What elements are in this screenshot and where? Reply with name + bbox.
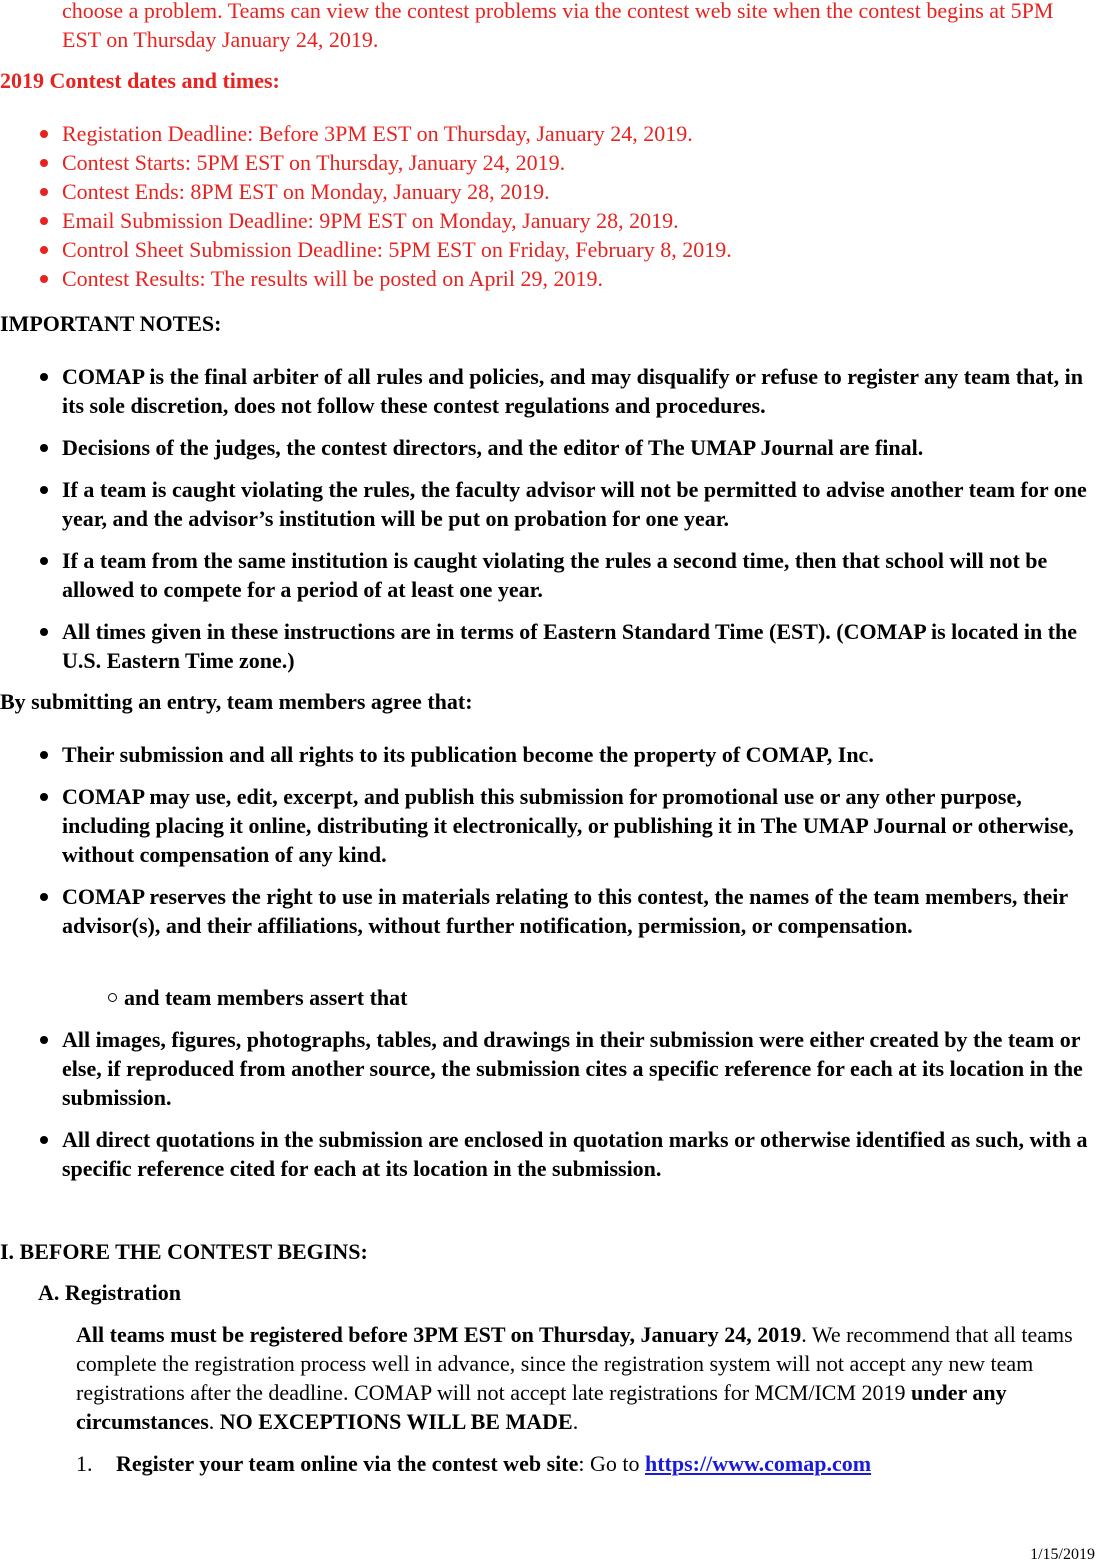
- assert-subitem: and team members assert that: [124, 983, 408, 1012]
- list-item: COMAP is the final arbiter of all rules and policies, and may disqualify or refuse to register any team that, in its sole discretion, does not follow these contest regulations and procedures.: [0, 362, 1100, 420]
- assert-list: [0, 1025, 1100, 1196]
- bullet-icon: [40, 628, 48, 636]
- list-item: If a team is caught violating the rules, the faculty advisor will not be permitted to advise another team for one year, and the advisor’s institution will be put on probation for one year.: [0, 475, 1100, 533]
- comap-link[interactable]: https://www.comap.com: [644, 1451, 872, 1476]
- agree-heading: By submitting an entry, team members agree that:: [0, 689, 473, 714]
- bullet-icon: [40, 751, 48, 759]
- bullet-icon: [40, 1036, 48, 1044]
- agree-list: [0, 740, 1100, 953]
- section-title: I. BEFORE THE CONTEST BEGINS:: [0, 1239, 368, 1264]
- registration-step-1: 1. Register your team online via the contest web site: Go to https://www.comap.com: [76, 1451, 872, 1476]
- list-item: COMAP may use, edit, excerpt, and publish this submission for promotional use or any other purpose, including placing it online, distributing it electronically, or publishing it in The UMAP Journal or otherwise, without compensation of any kind.: [0, 782, 1100, 869]
- bullet-icon: [40, 246, 48, 254]
- subsection-title: A. Registration: [38, 1280, 181, 1305]
- list-item: Decisions of the judges, the contest directors, and the editor of The UMAP Journal are final.: [0, 433, 1100, 462]
- bullet-icon: [40, 130, 48, 138]
- notes-list: [0, 362, 1100, 688]
- bullet-icon: [40, 188, 48, 196]
- bullet-icon: [40, 217, 48, 225]
- notes-heading: IMPORTANT NOTES:: [0, 311, 222, 336]
- intro-paragraph: choose a problem. Teams can view the contest problems via the contest web site when the contest begins at 5PM EST on Thursday January 24, 2019.: [62, 0, 1054, 52]
- list-item: All direct quotations in the submission are enclosed in quotation marks or otherwise identified as such, with a specific reference cited for each at its location in the submission.: [0, 1125, 1100, 1183]
- bullet-icon: [40, 486, 48, 494]
- bullet-icon: [40, 444, 48, 452]
- bullet-icon: [40, 1136, 48, 1144]
- list-item: Contest Starts: 5PM EST on Thursday, January 24, 2019.: [0, 148, 1100, 177]
- bullet-icon: [40, 159, 48, 167]
- bullet-icon: [40, 373, 48, 381]
- list-item: Contest Results: The results will be posted on April 29, 2019.: [0, 264, 1100, 293]
- list-item: Contest Ends: 8PM EST on Monday, January 28, 2019.: [0, 177, 1100, 206]
- dates-heading: 2019 Contest dates and times:: [0, 68, 280, 93]
- footer-date: 1/15/2019: [1030, 1546, 1095, 1563]
- list-item: Their submission and all rights to its publication become the property of COMAP, Inc.: [0, 740, 1100, 769]
- bullet-icon: [40, 793, 48, 801]
- list-item: COMAP reserves the right to use in materials relating to this contest, the names of the team members, their advisor(s), and their affiliations, without further notification, permission, or compensation.: [0, 882, 1100, 940]
- list-item: All images, figures, photographs, tables, and drawings in their submission were either created by the team or else, if reproduced from another source, the submission cites a specific reference for each at its location in the submission.: [0, 1025, 1100, 1112]
- circle-bullet-icon: [108, 993, 117, 1002]
- list-item: Control Sheet Submission Deadline: 5PM EST on Friday, February 8, 2019.: [0, 235, 1100, 264]
- list-item: If a team from the same institution is caught violating the rules a second time, then that school will not be allowed to compete for a period of at least one year.: [0, 546, 1100, 604]
- list-item: Email Submission Deadline: 9PM EST on Monday, January 28, 2019.: [0, 206, 1100, 235]
- dates-list: [0, 119, 1100, 293]
- bullet-icon: [40, 893, 48, 901]
- list-item: Registation Deadline: Before 3PM EST on Thursday, January 24, 2019.: [0, 119, 1100, 148]
- bullet-icon: [40, 275, 48, 283]
- list-item: All times given in these instructions are in terms of Eastern Standard Time (EST). (COMAP is located in the U.S. Eastern Time zone.): [0, 617, 1100, 675]
- bullet-icon: [40, 557, 48, 565]
- registration-paragraph: All teams must be registered before 3PM EST on Thursday, January 24, 2019. We recommend that all teams complete the registration process well in advance, since the registration system will not accept any new team registrations after the deadline. COMAP will not accept late registrations for MCM/ICM 2019 under any circumstances. NO EXCEPTIONS WILL BE MADE.: [76, 1322, 1073, 1434]
